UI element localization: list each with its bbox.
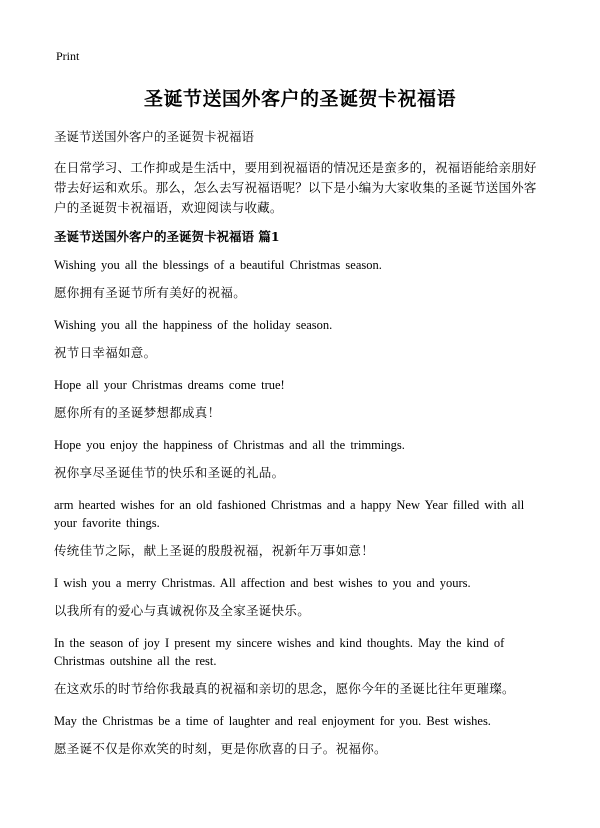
greeting-chinese: 在这欢乐的时节给你我最真的祝福和亲切的思念，愿你今年的圣诞比往年更璀璨。 — [54, 681, 515, 696]
subtitle: 圣诞节送国外客户的圣诞贺卡祝福语 — [54, 129, 255, 144]
greeting-chinese: 愿你所有的圣诞梦想都成真！ — [54, 405, 221, 420]
greeting-english: Hope you enjoy the happiness of Christmas and all the trimmings. — [54, 438, 405, 452]
greeting-english: Wishing you all the blessings of a beautiful Christmas season. — [54, 258, 382, 272]
greeting-chinese: 以我所有的爱心与真诚祝你及全家圣诞快乐。 — [54, 603, 311, 618]
greeting-chinese: 祝你享尽圣诞佳节的快乐和圣诞的礼品。 — [54, 465, 285, 480]
greeting-chinese: 传统佳节之际，献上圣诞的殷殷祝福，祝新年万事如意！ — [54, 543, 375, 558]
intro-paragraph: 在日常学习、工作抑或是生活中，要用到祝福语的情况还是蛮多的，祝福语能给亲朋好带去好运和欢乐。那么，怎么去写祝福语呢？以下是小编为大家收集的圣诞节送国外客户的圣诞贺卡祝福语，欢迎阅读与收藏。 — [54, 160, 537, 215]
greeting-english: Wishing you all the happiness of the holiday season. — [54, 318, 333, 332]
greeting-chinese: 愿你拥有圣诞节所有美好的祝福。 — [54, 285, 247, 300]
greeting-list — [54, 256, 546, 758]
page-title: 圣诞节送国外客户的圣诞贺卡祝福语 — [143, 88, 456, 110]
greeting-english: I wish you a merry Christmas. All affection and best wishes to you and yours. — [54, 576, 471, 590]
greeting-english: May the Christmas be a time of laughter and real enjoyment for you. Best wishes. — [54, 714, 491, 728]
greeting-chinese: 祝节日幸福如意。 — [54, 345, 157, 360]
greeting-chinese: 愿圣诞不仅是你欢笑的时刻，更是你欣喜的日子。祝福你。 — [54, 741, 387, 756]
greeting-english: arm hearted wishes for an old fashioned Christmas and a happy New Year filled with all your favorite things. — [54, 498, 525, 530]
greeting-english: Hope all your Christmas dreams come true! — [54, 378, 285, 392]
print-link[interactable]: Print — [56, 49, 80, 63]
greeting-english: In the season of joy I present my sincere wishes and kind thoughts. May the kind of Christmas outshine all the rest. — [54, 636, 505, 668]
section-heading: 圣诞节送国外客户的圣诞贺卡祝福语 篇1 — [54, 229, 280, 244]
